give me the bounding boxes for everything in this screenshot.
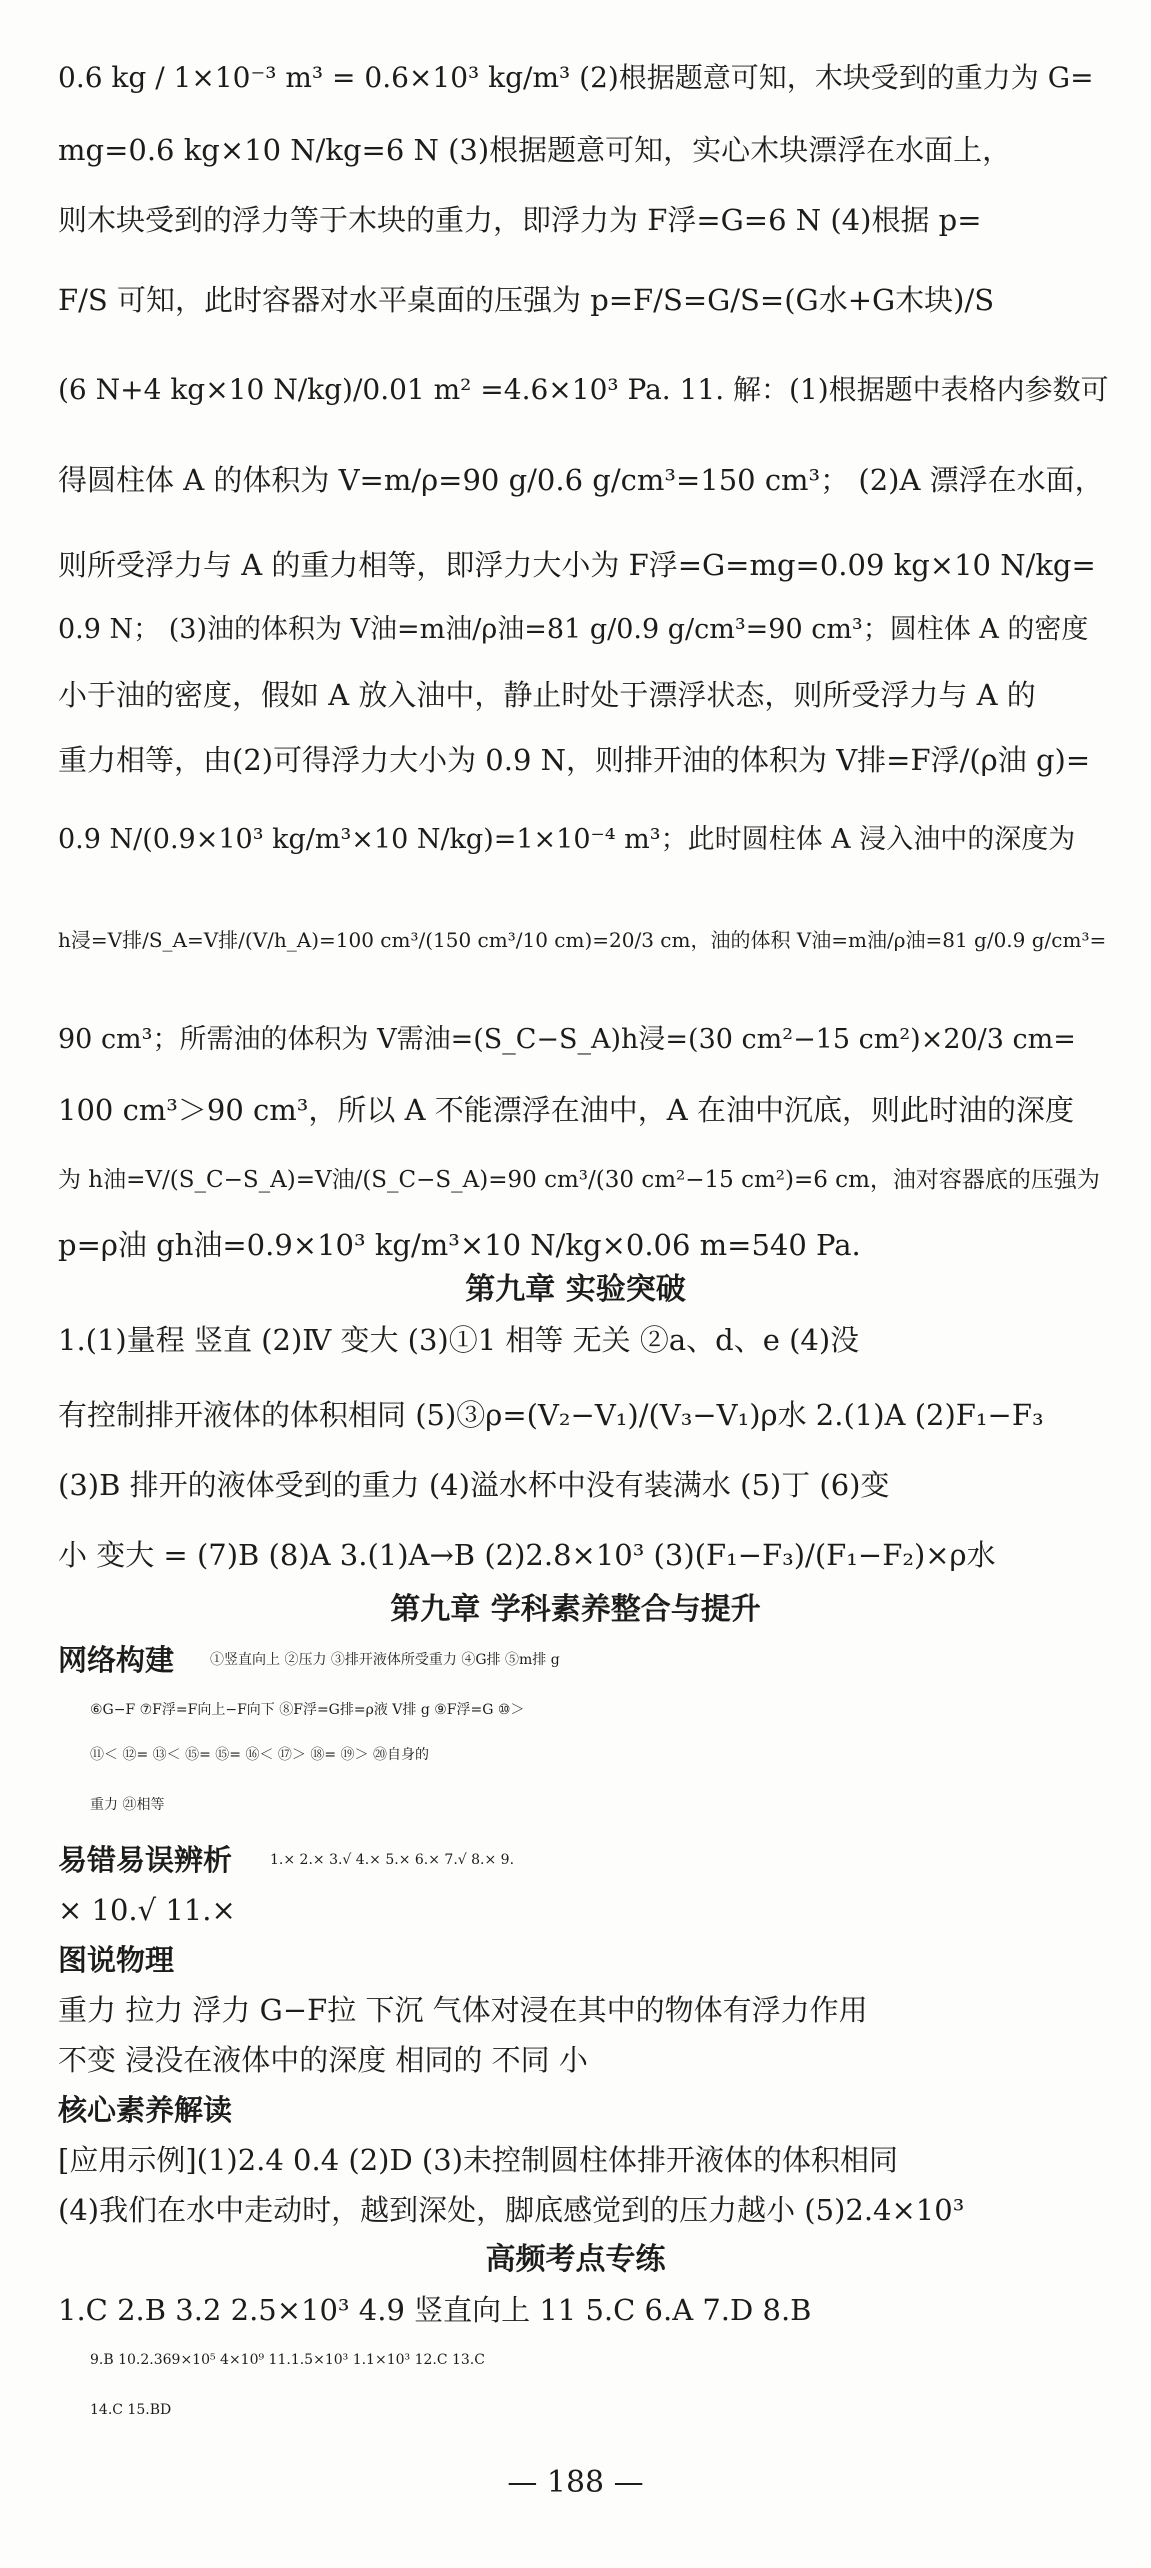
- text-line: 小 变大 = (7)B (8)A 3.(1)A→B (2)2.8×10³ (3)(F₁−F₃)/(F₁−F₂)×ρ水: [58, 1538, 996, 1572]
- text-line: 0.9 N； (3)油的体积为 V油=m油/ρ油=81 g/0.9 g/cm³=90 cm³；圆柱体 A 的密度: [58, 614, 1089, 645]
- text-line: mg=0.6 kg×10 N/kg=6 N (3)根据题意可知，实心木块漂浮在水面上，: [58, 133, 1012, 167]
- text-line: (3)B 排开的液体受到的重力 (4)溢水杯中没有装满水 (5)丁 (6)变: [58, 1468, 890, 1502]
- section-heading: 高频考点专练: [485, 2242, 666, 2277]
- text-line: 1.(1)量程 竖直 (2)Ⅳ 变大 (3)①1 相等 无关 ②a、d、e (4)没: [58, 1323, 860, 1357]
- text-line: 为 h油=V/(S_C−S_A)=V油/(S_C−S_A)=90 cm³/(30 cm²−15 cm²)=6 cm，油对容器底的压强为: [58, 1167, 1100, 1193]
- text-line: 重力 拉力 浮力 G−F拉 下沉 气体对浸在其中的物体有浮力作用: [58, 1993, 868, 2027]
- text-line: 不变 浸没在液体中的深度 相同的 不同 小: [58, 2043, 588, 2077]
- text-line: 9.B 10.2.369×10⁵ 4×10⁹ 11.1.5×10³ 1.1×10³ 12.C 13.C: [90, 2352, 485, 2368]
- text-line: × 10.√ 11.×: [58, 1893, 236, 1927]
- text-line: ⑪＜ ⑫= ⑬＜ ⑮= ⑮= ⑯＜ ⑰＞ ⑱= ⑲＞ ⑳自身的: [90, 1747, 429, 1763]
- text-line: 0.6 kg / 1×10⁻³ m³ = 0.6×10³ kg/m³ (2)根据题意可知，木块受到的重力为 G=: [58, 61, 1094, 94]
- text-line: 14.C 15.BD: [90, 2402, 172, 2418]
- text-line: 重力相等，由(2)可得浮力大小为 0.9 N，则排开油的体积为 V排=F浮/(ρ油 g)=: [58, 743, 1091, 777]
- text-line: [应用示例](1)2.4 0.4 (2)D (3)未控制圆柱体排开液体的体积相同: [58, 2143, 899, 2177]
- text-line: ⑥G−F ⑦F浮=F向上−F向下 ⑧F浮=G排=ρ液 V排 g ⑨F浮=G ⑩＞: [90, 1702, 525, 1718]
- text-line: 有控制排开液体的体积相同 (5)③ρ=(V₂−V₁)/(V₃−V₁)ρ水 2.(1)A (2)F₁−F₃: [58, 1398, 1044, 1432]
- subsection-label: 图说物理: [58, 1943, 175, 1977]
- page-number: — 188 —: [507, 2465, 644, 2500]
- subsection-label: 核心素养解读: [58, 2093, 233, 2127]
- text-line: 则所受浮力与 A 的重力相等，即浮力大小为 F浮=G=mg=0.09 kg×10 N/kg=: [58, 548, 1096, 582]
- text-line: 则木块受到的浮力等于木块的重力，即浮力为 F浮=G=6 N (4)根据 p=: [58, 203, 982, 237]
- text-line: 1.C 2.B 3.2 2.5×10³ 4.9 竖直向上 11 5.C 6.A 7.D 8.B: [58, 2293, 812, 2327]
- text-line: (4)我们在水中走动时，越到深处，脚底感觉到的压力越小 (5)2.4×10³: [58, 2193, 965, 2227]
- section-heading: 第九章 学科素养整合与提升: [390, 1592, 761, 1627]
- text-line: 得圆柱体 A 的体积为 V=m/ρ=90 g/0.6 g/cm³=150 cm³； (2)A 漂浮在水面，: [58, 463, 1104, 497]
- subsection-label: 网络构建: [58, 1643, 175, 1677]
- text-line: ①竖直向上 ②压力 ③排开液体所受重力 ④G排 ⑤m排 g: [210, 1652, 560, 1668]
- text-line: 90 cm³；所需油的体积为 V需油=(S_C−S_A)h浸=(30 cm²−15 cm²)×20/3 cm=: [58, 1024, 1076, 1055]
- text-line: h浸=V排/S_A=V排/(V/h_A)=100 cm³/(150 cm³/10 cm)=20/3 cm，油的体积 V油=m油/ρ油=81 g/0.9 g/cm³=: [58, 928, 1107, 952]
- subsection-label: 易错易误辨析: [58, 1843, 233, 1877]
- text-line: 重力 ㉑相等: [90, 1797, 165, 1813]
- text-line: F/S 可知，此时容器对水平桌面的压强为 p=F/S=G/S=(G水+G木块)/S: [58, 283, 995, 317]
- text-line: 0.9 N/(0.9×10³ kg/m³×10 N/kg)=1×10⁻⁴ m³；此时圆柱体 A 浸入油中的深度为: [58, 824, 1076, 855]
- text-line: 小于油的密度，假如 A 放入油中，静止时处于漂浮状态，则所受浮力与 A 的: [58, 678, 1036, 712]
- text-line: 100 cm³＞90 cm³，所以 A 不能漂浮在油中，A 在油中沉底，则此时油的深度: [58, 1093, 1074, 1127]
- text-line: (6 N+4 kg×10 N/kg)/0.01 m² =4.6×10³ Pa. 11. 解：(1)根据题中表格内参数可: [58, 373, 1109, 406]
- text-line: 1.× 2.× 3.√ 4.× 5.× 6.× 7.√ 8.× 9.: [270, 1852, 515, 1868]
- text-line: p=ρ油 gh油=0.9×10³ kg/m³×10 N/kg×0.06 m=540 Pa.: [58, 1228, 861, 1262]
- section-heading: 第九章 实验突破: [465, 1272, 686, 1307]
